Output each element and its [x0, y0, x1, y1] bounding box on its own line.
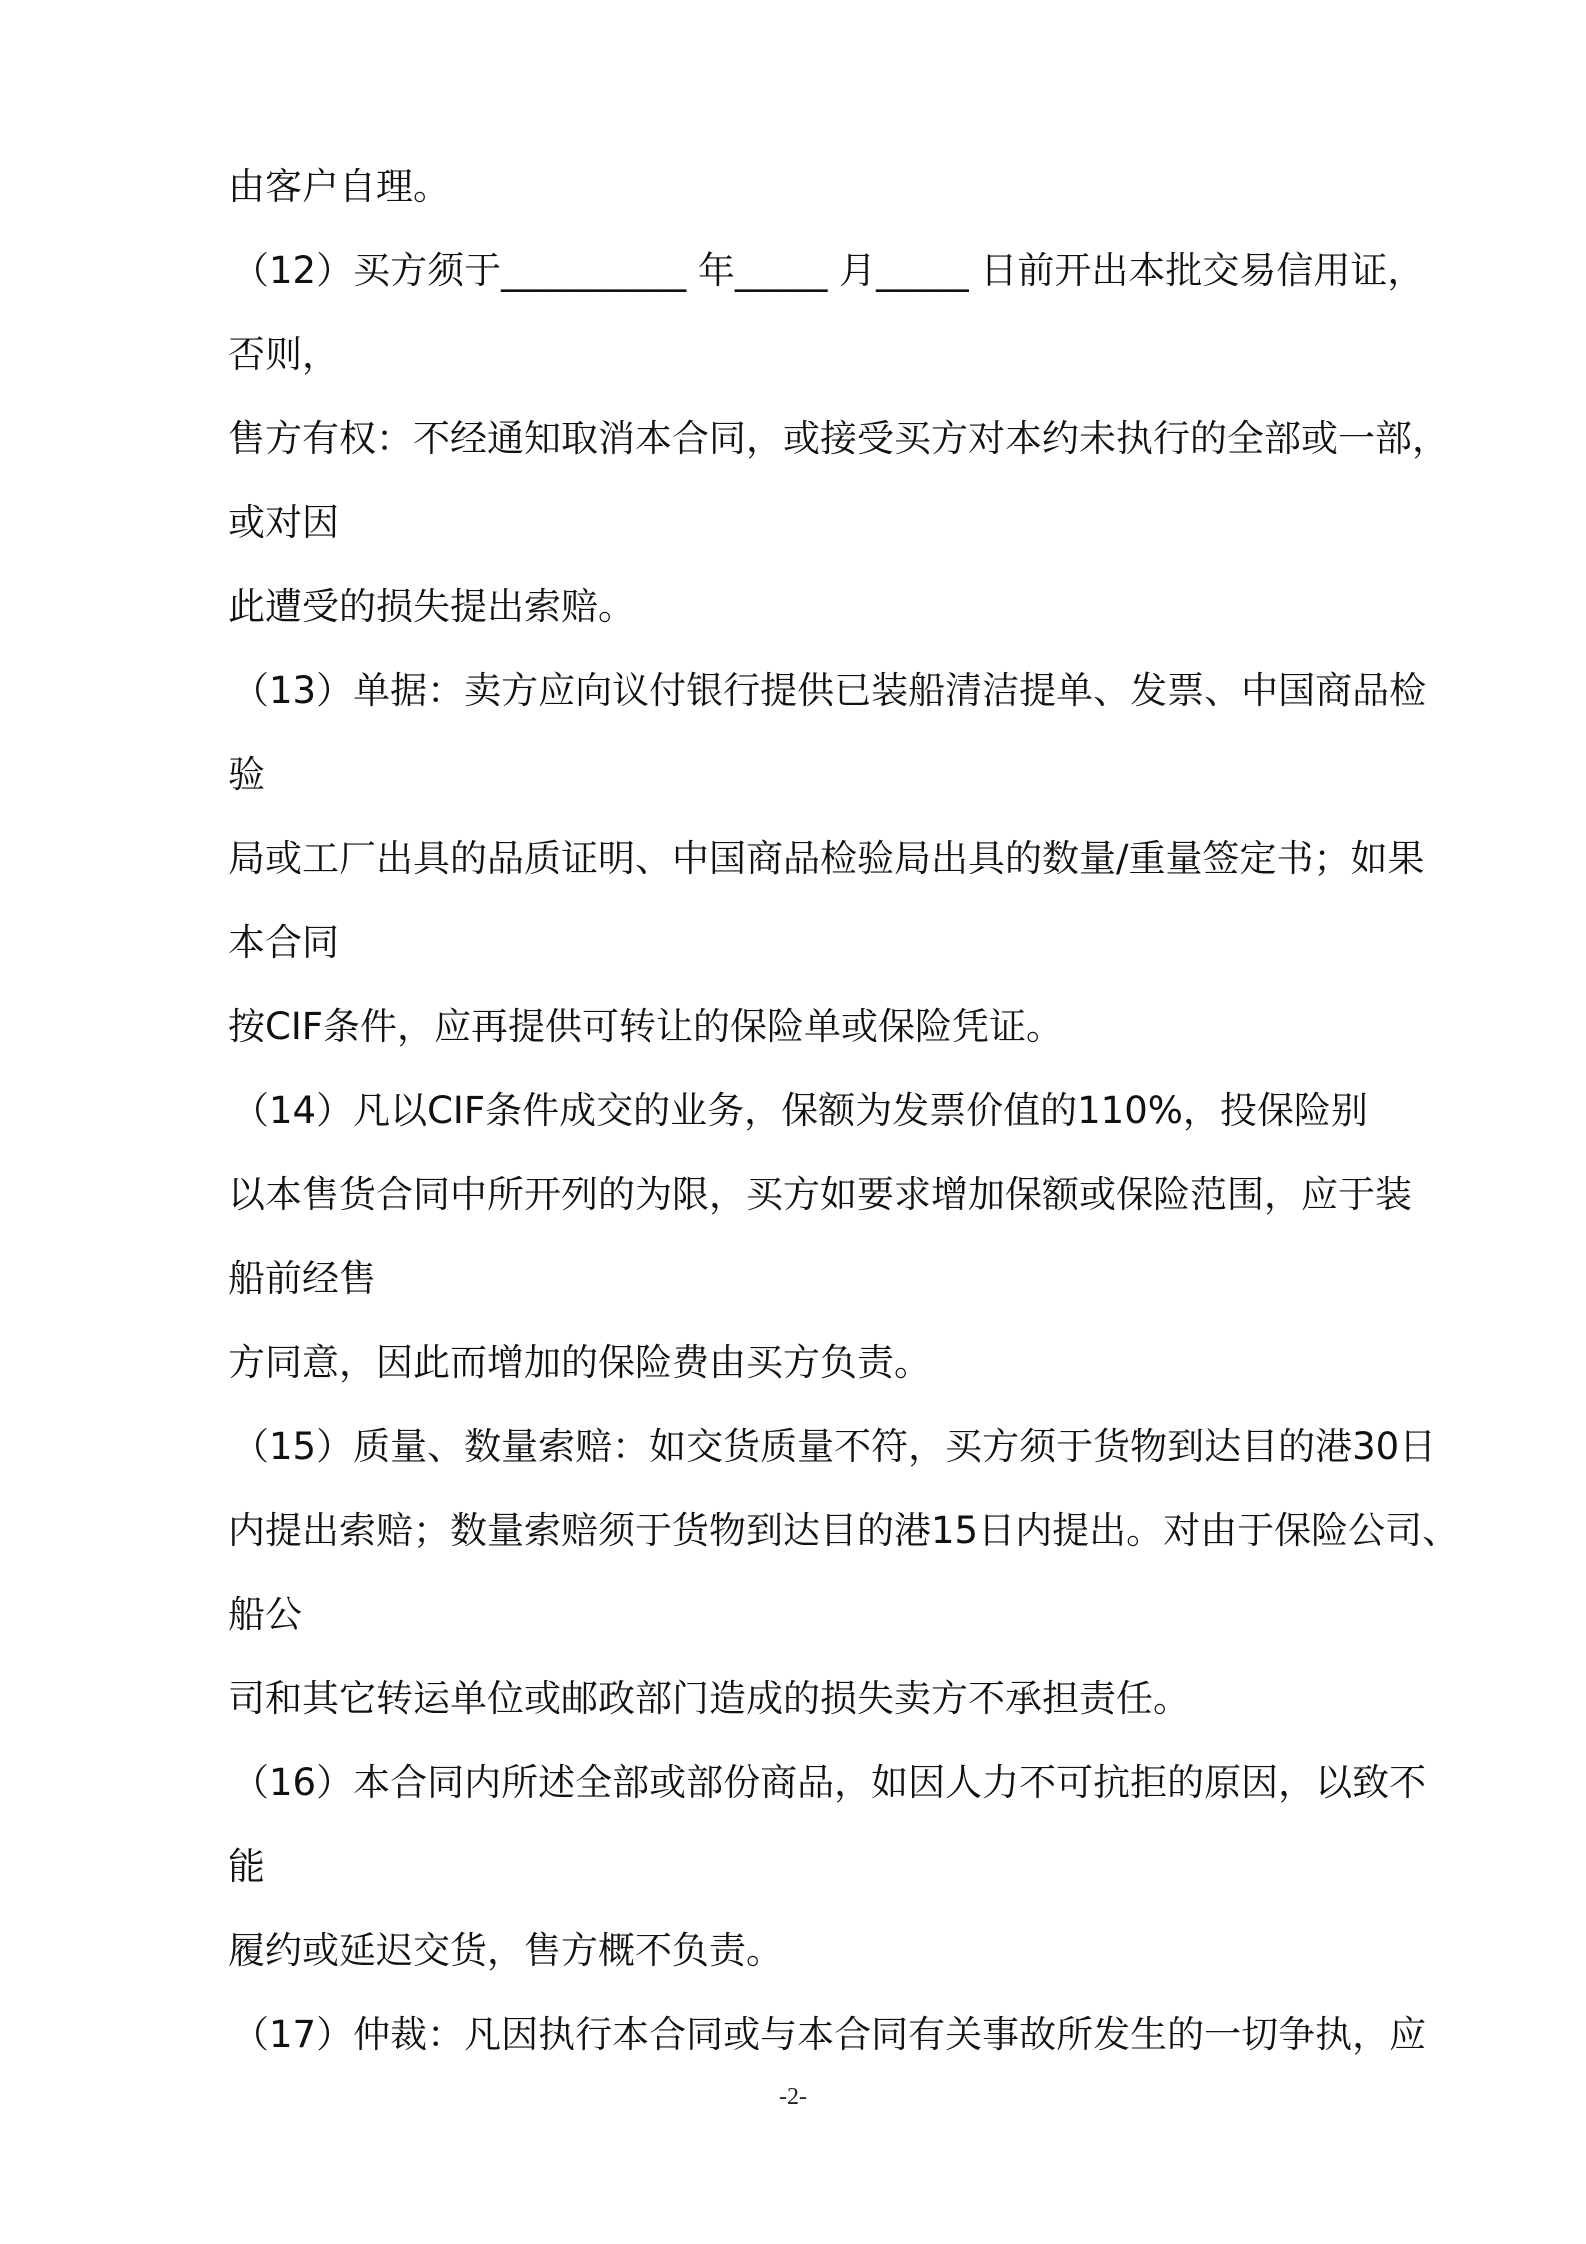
text-line: 否则， — [228, 333, 339, 376]
text-line: 履约或延迟交货，售方概不负责。 — [228, 1929, 783, 1972]
text-line: 按CIF条件，应再提供可转让的保险单或保险凭证。 — [228, 1005, 1064, 1048]
text-line: 以本售货合同中所开列的为限，买方如要求增加保额或保险范围，应于装 — [228, 1173, 1412, 1216]
text-line: 司和其它转运单位或邮政部门造成的损失卖方不承担责任。 — [228, 1677, 1190, 1720]
text-line: （17）仲裁：凡因执行本合同或与本合同有关事故所发生的一切争执，应 — [232, 2013, 1427, 2056]
text-line: 由客户自理。 — [228, 165, 450, 208]
text-line: （14）凡以CIF条件成交的业务，保额为发票价值的110%，投保险别 — [232, 1089, 1368, 1132]
text-line: 内提出索赔；数量索赔须于货物到达目的港15日内提出。对由于保险公司、 — [228, 1509, 1460, 1552]
text-line: 船公 — [228, 1593, 302, 1636]
text-line: 船前经售 — [228, 1257, 376, 1300]
text-line: 售方有权：不经通知取消本合同，或接受买方对本约未执行的全部或一部， — [228, 417, 1449, 460]
text-line: 或对因 — [228, 501, 339, 544]
text-line: 能 — [228, 1845, 265, 1888]
text-line: 验 — [228, 753, 265, 796]
page-number: -2- — [779, 2084, 807, 2110]
text-line: （15）质量、数量索赔：如交货质量不符，买方须于货物到达目的港30日 — [232, 1425, 1437, 1468]
text-line: 本合同 — [228, 921, 339, 964]
text-line: （13）单据：卖方应向议付银行提供已装船清洁提单、发票、中国商品检 — [232, 669, 1427, 712]
text-line: （16）本合同内所述全部或部份商品，如因人力不可抗拒的原因，以致不 — [232, 1761, 1427, 1804]
text-line: 方同意，因此而增加的保险费由买方负责。 — [228, 1341, 931, 1384]
text-line: 局或工厂出具的品质证明、中国商品检验局出具的数量/重量签定书；如果 — [228, 837, 1425, 880]
text-line: 此遭受的损失提出索赔。 — [228, 585, 635, 628]
text-line: （12）买方须于__________ 年_____ 月_____ 日前开出本批交易信用证， — [232, 249, 1425, 292]
